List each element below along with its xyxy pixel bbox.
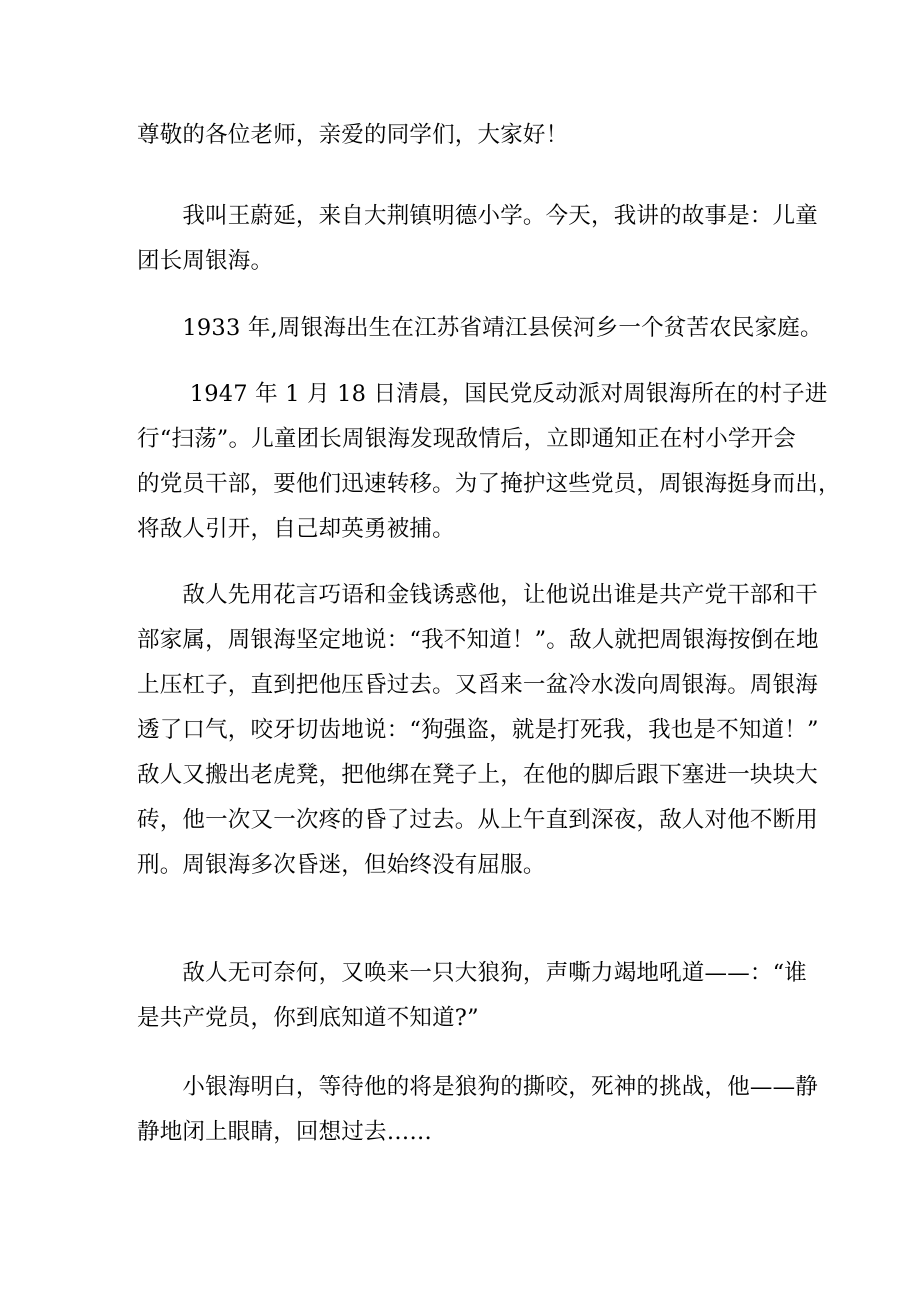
closing-paragraph	[137, 1065, 819, 1155]
text-line: 是共产党员，你到底知道不知道?”	[137, 1005, 479, 1031]
introduction-paragraph	[137, 194, 819, 284]
text-line: 将敌人引开，自己却英勇被捕。	[137, 516, 455, 542]
text-line: 尊敬的各位老师，亲爱的同学们，大家好！	[137, 122, 569, 148]
torture-paragraph	[137, 573, 819, 888]
text-line: 团长周银海。	[137, 248, 274, 274]
capture-paragraph	[137, 372, 841, 552]
text-line: 我叫王蔚延，来自大荆镇明德小学。今天，我讲的故事是：儿童	[137, 203, 819, 229]
text-line: 敌人无可奈何，又唤来一只大狼狗，声嘶力竭地吼道——：“谁	[137, 960, 808, 986]
text-line: 的党员干部，要他们迅速转移。为了掩护这些党员，周银海挺身而出，	[137, 471, 841, 497]
text-line: 静地闭上眼睛，回想过去……	[137, 1119, 433, 1145]
text-line: 刑。周银海多次昏迷，但始终没有屈服。	[137, 852, 546, 878]
text-line: 敌人又搬出老虎凳，把他绑在凳子上，在他的脚后跟下塞进一块块大	[137, 762, 819, 788]
birth-paragraph	[137, 306, 823, 351]
text-line: 敌人先用花言巧语和金钱诱惑他，让他说出谁是共产党干部和干	[137, 582, 819, 608]
greeting-paragraph	[137, 113, 783, 158]
wolfdog-paragraph	[137, 951, 808, 1041]
text-line: 行“扫荡”。儿童团长周银海发现敌情后，立即通知正在村小学开会	[137, 426, 797, 452]
text-line: 小银海明白，等待他的将是狼狗的撕咬，死神的挑战，他——静	[137, 1074, 819, 1100]
text-line: 上压杠子，直到把他压昏过去。又舀来一盆冷水泼向周银海。周银海	[137, 672, 819, 698]
text-line: 透了口气，咬牙切齿地说：“狗强盗，就是打死我，我也是不知道！”	[137, 717, 819, 743]
text-line: 1933 年,周银海出生在江苏省靖江县侯河乡一个贫苦农民家庭。	[137, 315, 823, 341]
text-line: 1947 年 1 月 18 日清晨，国民党反动派对周银海所在的村子进	[137, 381, 828, 407]
text-line: 砖，他一次又一次疼的昏了过去。从上午直到深夜，敌人对他不断用	[137, 807, 819, 833]
text-line: 部家属，周银海坚定地说：“我不知道！”。敌人就把周银海按倒在地	[137, 627, 819, 653]
